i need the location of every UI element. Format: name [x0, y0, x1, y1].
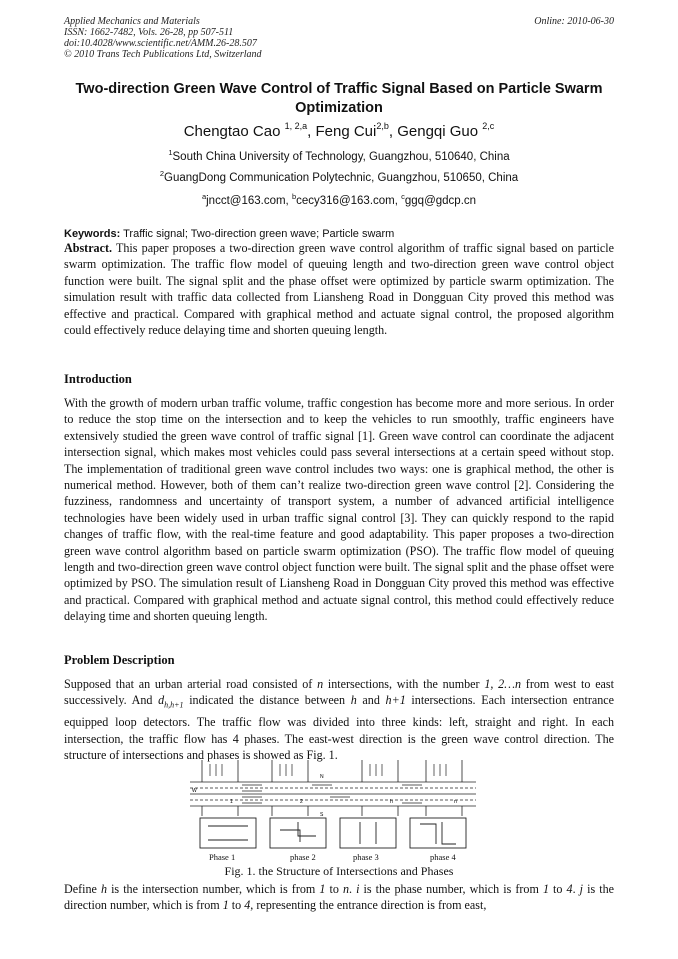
issn: ISSN: 1662-7482, Vols. 26-28, pp 507-511 [64, 27, 234, 38]
author-list: Chengtao Cao $^{1, 2,a}$, Feng Cui$^{2,b}$, Gengqi Guo $^{2,c}$ [183, 121, 495, 140]
intersection-label-n: n [454, 799, 457, 805]
phase-arrows [208, 822, 456, 844]
figure-caption: Fig. 1. the Structure of Intersections and Phases [224, 864, 454, 878]
phase-boxes [200, 818, 466, 848]
abstract-label: Abstract. [64, 241, 113, 255]
affiliation-text: South China University of Technology, Guangzhou, 510640, China [172, 151, 510, 163]
author-name: Gengqi Guo [397, 123, 479, 140]
south-label: S [320, 812, 324, 818]
lane-arrows [210, 764, 446, 803]
email-sup: b [291, 192, 297, 201]
keywords-label: Keywords: [64, 228, 121, 240]
intersection-label-2: 2 [300, 799, 303, 805]
email-sup: c [401, 192, 405, 201]
email-link[interactable]: cecy316@163.com, [296, 195, 402, 207]
email-line [64, 194, 614, 208]
affiliation-text: GuangDong Communication Polytechnic, Guangzhou, 510650, China [164, 172, 519, 184]
road-lines [190, 782, 476, 806]
author-sup: 1, 2,a [284, 121, 308, 131]
author-sup: 2,c [482, 121, 495, 131]
author-name: Feng Cui [315, 123, 377, 140]
west-label: W [192, 788, 197, 794]
email-link[interactable]: ggq@gdcp.cn [404, 195, 477, 207]
author-sup: 2,b [376, 121, 389, 131]
affiliation-sup: 2 [159, 169, 164, 178]
abstract [64, 240, 614, 338]
author-name: Chengtao Cao [183, 123, 281, 140]
section-heading-introduction: Introduction [64, 372, 132, 386]
phase-label-1: Phase 1 [209, 852, 236, 862]
problem-text: Supposed that an urban arterial road consisted of n intersections, with the number 1, 2…n from west to east successively. And $d_{h,h+1}$ indicated the distance between h and h+1 intersections. Each intersection entrance equipped loop detectors. The traffic flow was divided into three kinds: left, straight and right. In each intersection, the traffic flow has 4 phases. The east-west direction is the green wave control direction. The structure of intersections and phases is showed as Fig. 1. [64, 677, 614, 763]
affiliation-1 [64, 150, 614, 164]
introduction-text: With the growth of modern urban traffic volume, traffic congestion has become more and more serious. In order to reduce the stop time on the intersection and to keep the vehicles to run smoothly, traffic engineers have extensively studied the green wave control of traffic signal [1]. Green wave control can coordinate the adjacent intersection signal, which makes most vehicles could pass several intersections at a certain speed without stop. The implementation of traditional green wave control includes two ways: one is graphical method, the other is numerical method. However, both of them can’t realize two-direction green wave control [2]. Considering the fuzziness, randomness and uncertainty of transport system, a number of advanced artificial intelligence technologies have been widely used in urban traffic signal control [3]. They can quickly respond to the rapid changes of traffic flow, with the real-time feature and good adaptability. This paper proposes a two-direction green wave control algorithm based on particle swarm optimization (PSO). The traffic flow model of queuing length and two-direction green wave control object function were built. The signal split and the phase offset were optimized by PSO. The simulation result of Liansheng Road in Dongguan City proved this method was effective and practical. Compared with graphical method and actuate signal control, this method could effectively reduce delaying time and shorten queuing length. [64, 396, 614, 624]
email-sup: a [201, 192, 207, 201]
keywords-text: Traffic signal; Two-direction green wave; Particle swarm [120, 228, 395, 240]
section-heading-problem: Problem Description [64, 653, 175, 667]
north-label: N [320, 774, 324, 780]
affiliation-sup: 1 [168, 148, 173, 157]
phase-label-3: phase 3 [353, 852, 379, 862]
intersection-figure [190, 760, 476, 864]
paper-title: Two-direction Green Wave Control of Traffic Signal Based on Particle Swarm Optimization [75, 81, 603, 116]
define-text: Define h is the intersection number, which is from 1 to n. i is the phase number, which is from 1 to 4. j is the direction number, which is from 1 to 4, representing the entrance direction is from east, [64, 882, 614, 913]
phase-label-4: phase 4 [430, 852, 456, 862]
intersection-label-h: h [390, 799, 393, 805]
journal-header [64, 16, 614, 60]
phase-label-2: phase 2 [290, 852, 316, 862]
copyright: © 2010 Trans Tech Publications Ltd, Switzerland [64, 49, 262, 60]
intersection-label-1: 1 [230, 799, 233, 805]
abstract-text: This paper proposes a two-direction green wave control algorithm of traffic signal based on particle swarm optimization. The traffic flow model of queuing length and two-direction green wave control object function were built. The signal split and the phase offset were optimized by particle swarm optimization. The simulation result with traffic data collected from Liansheng Road in Dongguan City proved this method was effective and practical. Compared with graphical method and actuate signal control, the proposed algorithm could effectively reduce delaying time and shorten queuing length. [64, 241, 614, 338]
online-date: Online: 2010-06-30 [534, 16, 614, 27]
email-link[interactable]: jncct@163.com, [206, 195, 292, 207]
affiliation-2 [64, 171, 614, 185]
journal-name: Applied Mechanics and Materials [64, 16, 200, 27]
doi: doi:10.4028/www.scientific.net/AMM.26-28.507 [64, 38, 257, 49]
